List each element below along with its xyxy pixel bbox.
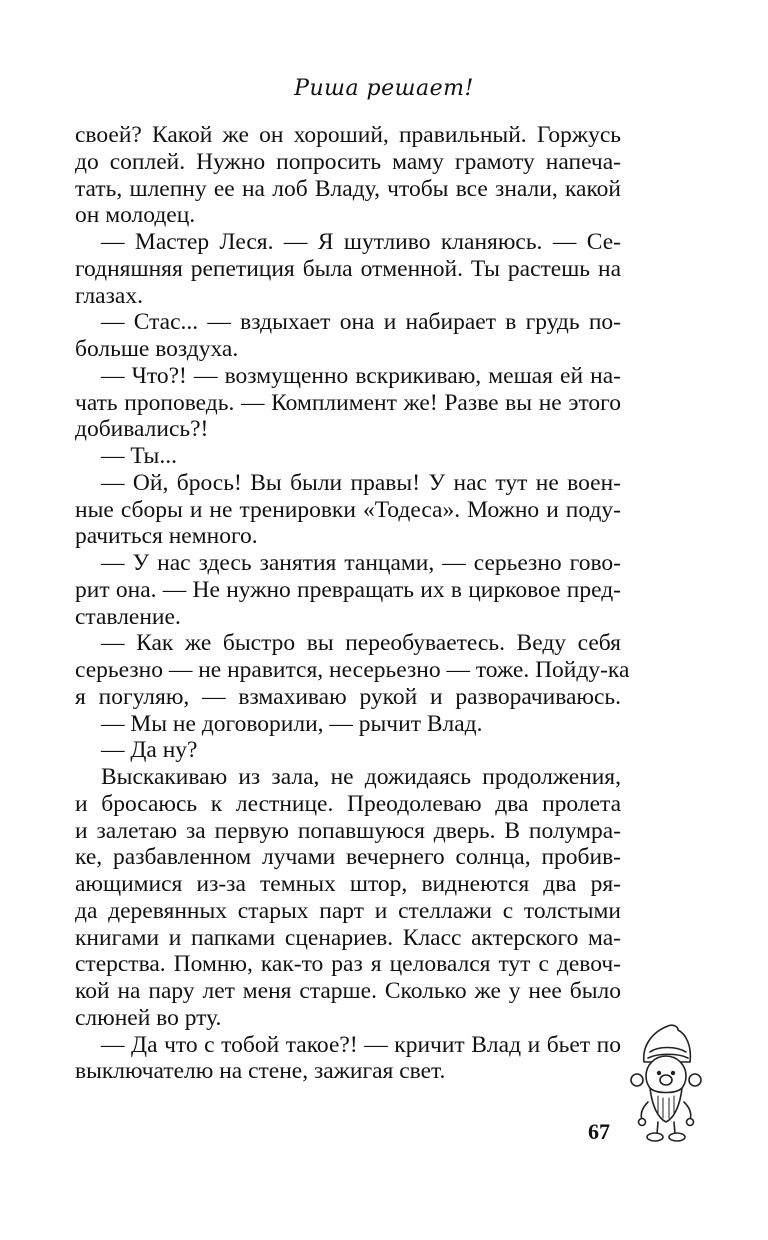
text-line: тать, шлепну ее на лоб Владу, чтобы все знали, какой — [75, 175, 621, 202]
text-line: до соплей. Нужно попросить маму грамоту напеча- — [75, 148, 621, 175]
text-line: книгами и папками сценариев. Класс актерского ма- — [75, 924, 621, 951]
text-line: да деревянных старых парт и стеллажи с толстыми — [75, 897, 621, 924]
text-line: ке, разбавленном лучами вечернего солнца, пробив- — [75, 844, 621, 871]
text-line: рачиться немного. — [75, 523, 258, 550]
text-line: — Как же быстро вы переобуваетесь. Веду себя — [101, 630, 621, 657]
page-number: 67 — [588, 1119, 610, 1144]
text-line: кой на пару лет меня старше. Сколько же у нее было — [75, 978, 621, 1004]
text-line: — Мастер Леся. — Я шутливо кланяюсь. — Се- — [101, 229, 621, 255]
text-line: глазах. — [75, 282, 143, 309]
text-line: — Мы не договорили, — рычит Влад. — [101, 710, 483, 737]
text-line: я погуляю, — взмахиваю рукой и разворачиваюсь. — [75, 683, 621, 710]
text-line: — У нас здесь занятия танцами, — серьезно гово- — [101, 550, 621, 576]
text-line: ные сборы и не тренировки «Тодеса». Можно и поду- — [75, 496, 621, 523]
text-line: чать проповедь. — Комплимент же! Разве вы не этого — [75, 389, 621, 416]
page-body-text — [75, 122, 630, 1085]
text-line: серьезно — не нравится, несерьезно — тоже. Пойду-ка — [75, 657, 630, 683]
text-line: и бросаюсь к лестнице. Преодолеваю два пролета — [75, 790, 621, 817]
text-line: — Ой, брось! Вы были правы! У нас тут не воен- — [101, 469, 621, 496]
text-line: — Что?! — возмущенно вскрикиваю, мешая ей на- — [101, 362, 621, 389]
text-line: — Да ну? — [101, 737, 198, 764]
gnome-mascot-icon — [628, 1022, 704, 1144]
text-line: годняшняя репетиция была отменной. Ты растешь на — [75, 255, 621, 282]
text-line: — Да что с тобой такое?! — кричит Влад и бьет по — [101, 1031, 621, 1058]
text-line: слюней во рту. — [75, 1004, 222, 1031]
text-line: ающимися из-за темных штор, виднеются два ря- — [75, 871, 621, 897]
text-line: своей? Какой же он хороший, правильный. Горжусь — [75, 122, 621, 148]
text-line: ставление. — [75, 603, 181, 630]
text-line: больше воздуха. — [75, 336, 239, 362]
text-line: добивались?! — [75, 416, 209, 443]
text-line: выключателю на стене, зажигая свет. — [75, 1058, 446, 1085]
text-line: и залетаю за первую попавшуюся дверь. В полумра- — [75, 817, 621, 844]
text-line: — Ты... — [101, 443, 177, 469]
text-line: Выскакиваю из зала, не дожидаясь продолжения, — [101, 764, 621, 790]
text-line: он молодец. — [75, 202, 196, 229]
running-title: Риша решает! — [294, 76, 474, 101]
text-line: рит она. — Не нужно превращать их в цирковое пред- — [75, 576, 621, 603]
text-line: — Стас... — вздыхает она и набирает в грудь по- — [101, 309, 621, 336]
text-line: стерства. Помню, как-то раз я целовался тут с девоч- — [75, 951, 621, 978]
